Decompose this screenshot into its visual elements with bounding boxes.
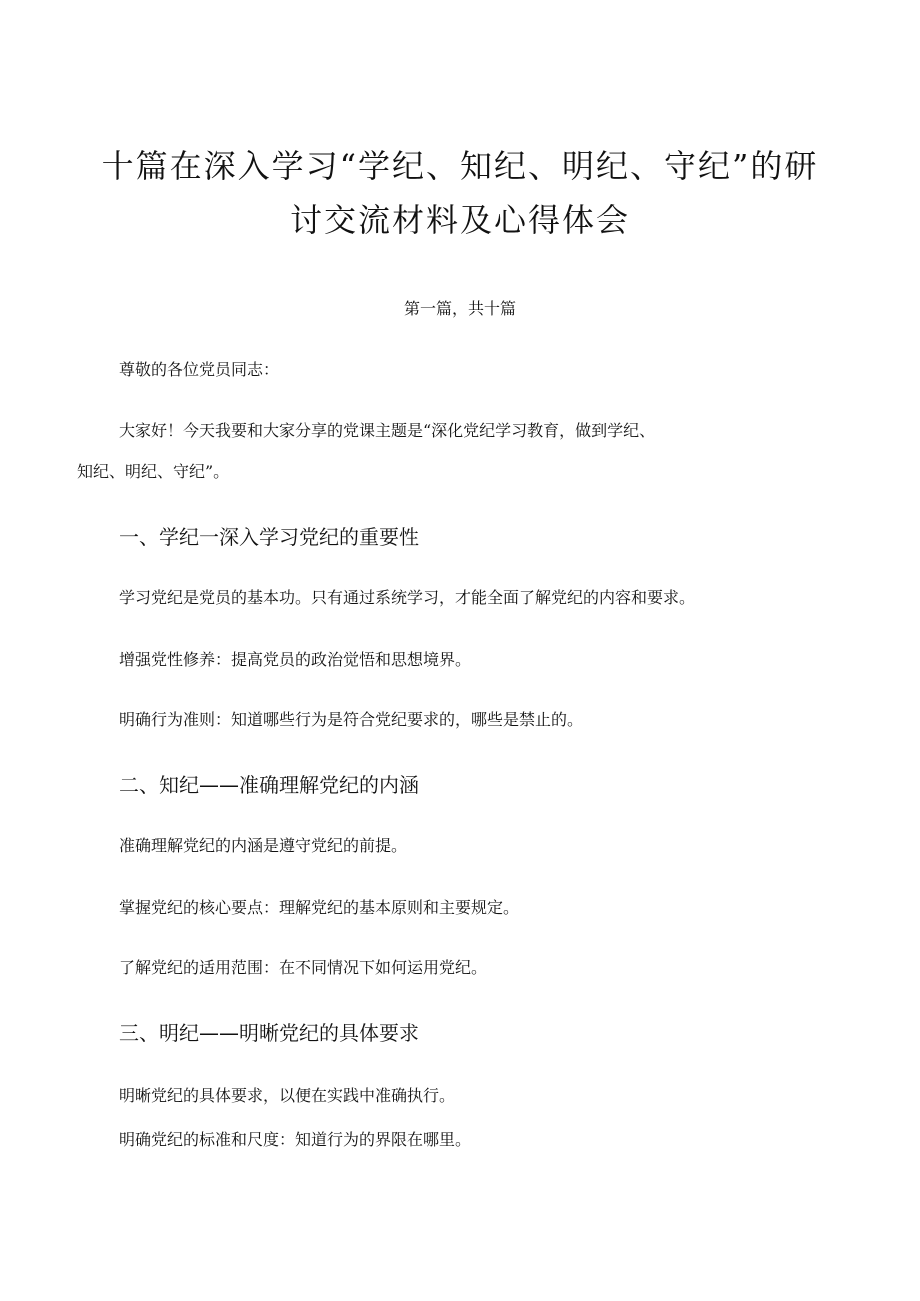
document-title — [60, 139, 860, 247]
section-2-paragraph-1: 准确理解党纪的内涵是遵守党纪的前提。 — [119, 836, 408, 855]
section-1-paragraph-2: 增强党性修养：提高党员的政治觉悟和思想境界。 — [119, 650, 472, 669]
section-heading-2: 二、知纪——准确理解党纪的内涵 — [119, 773, 419, 797]
section-1-paragraph-3: 明确行为准则：知道哪些行为是符合党纪要求的，哪些是禁止的。 — [119, 710, 584, 729]
salutation: 尊敬的各位党员同志： — [119, 360, 280, 379]
document-subtitle: 第一篇，共十篇 — [403, 299, 516, 318]
section-heading-1: 一、学纪一深入学习党纪的重要性 — [119, 525, 419, 549]
intro-paragraph-line-1: 大家好！今天我要和大家分享的党课主题是“深化党纪学习教育，做到学纪、 — [119, 421, 656, 440]
title-line-2: 讨交流材料及心得体会 — [289, 201, 630, 240]
section-3-paragraph-2: 明确党纪的标准和尺度：知道行为的界限在哪里。 — [119, 1130, 472, 1149]
section-1-paragraph-1: 学习党纪是党员的基本功。只有通过系统学习，才能全面了解党纪的内容和要求。 — [119, 588, 696, 607]
section-2-paragraph-3: 了解党纪的适用范围：在不同情况下如何运用党纪。 — [119, 958, 488, 977]
intro-paragraph-line-2: 知纪、明纪、守纪”。 — [77, 462, 230, 481]
title-line-1: 十篇在深入学习“学纪、知纪、明纪、守纪”的研 — [101, 147, 819, 186]
section-2-paragraph-2: 掌握党纪的核心要点：理解党纪的基本原则和主要规定。 — [119, 898, 520, 917]
section-3-paragraph-1: 明晰党纪的具体要求，以便在实践中准确执行。 — [119, 1086, 456, 1105]
section-heading-3: 三、明纪——明晰党纪的具体要求 — [119, 1021, 419, 1045]
